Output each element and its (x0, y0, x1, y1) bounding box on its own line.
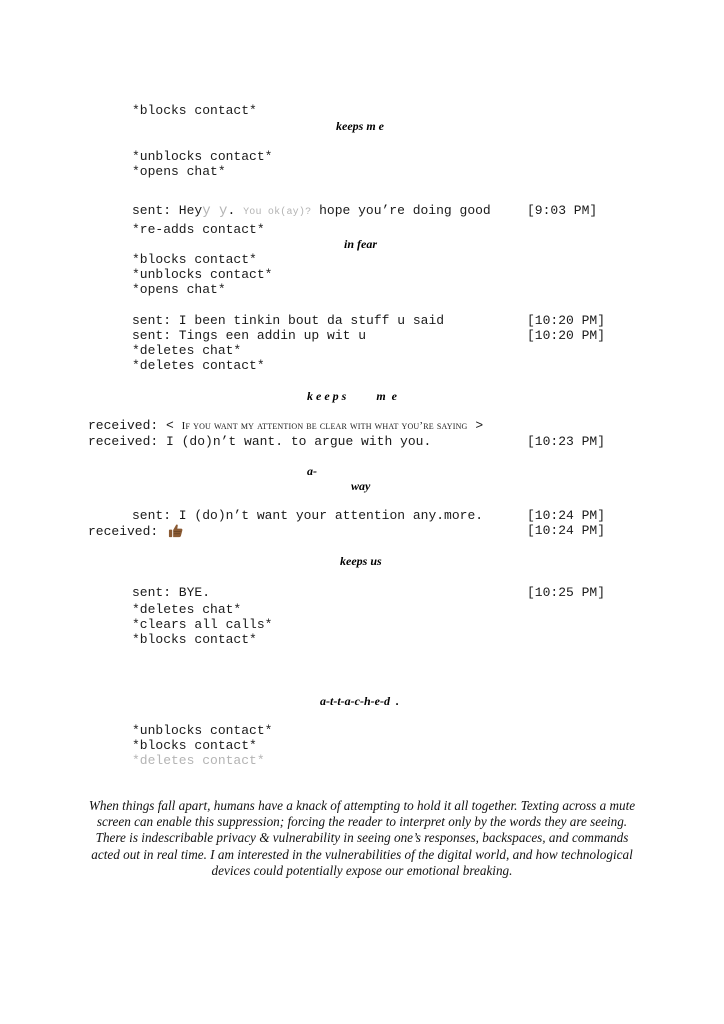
action-clears-all-calls: *clears all calls* (132, 617, 273, 632)
timestamp: [10:23 PM] (527, 434, 606, 449)
timestamp: [10:24 PM] (527, 508, 606, 523)
recv-caps: If you want my attention be clear with what you’re saying (181, 420, 468, 432)
recv-prefix: received: < (88, 418, 182, 433)
thumbs-up-icon (168, 523, 183, 542)
action-opens-chat: *opens chat* (132, 282, 226, 297)
action-unblocks-contact: *unblocks contact* (132, 723, 273, 738)
refrain-attached: a-t-t-a-c-h-e-d . (320, 694, 399, 708)
faded-yy: y y (202, 203, 228, 219)
artist-statement: When things fall apart, humans have a knack of attempting to hold it all together. Texting across a mute screen can enable this suppression; forcing the reader to interpret only by the words they are seeing. There is indescribable privacy & vulnerability in seeing one’s responses, backspaces, and commands acted out in real time. I am interested in the vulnerabilities of the digital world, and how technological devices could potentially expose our emotional breaking. (88, 798, 636, 878)
action-re-adds-contact: *re-adds contact* (132, 222, 265, 237)
action-blocks-contact: *blocks contact* (132, 252, 257, 267)
action-deletes-contact-faded: *deletes contact* (132, 753, 265, 768)
refrain-in-fear: in fear (344, 237, 377, 251)
action-blocks-contact: *blocks contact* (132, 103, 257, 118)
timestamp: [10:24 PM] (527, 523, 606, 538)
message-received-thumb (88, 523, 183, 542)
sent-dot: . (227, 203, 236, 218)
refrain-keeps-me-spaced: k e e p s m e (307, 389, 397, 403)
timestamp: [10:20 PM] (527, 313, 606, 328)
refrain-way: way (351, 479, 371, 493)
action-deletes-chat: *deletes chat* (132, 343, 242, 358)
refrain-keeps-me: keeps m e (336, 119, 384, 133)
action-deletes-chat: *deletes chat* (132, 602, 242, 617)
message-sent-bye: sent: BYE. (132, 585, 211, 600)
message-sent-attention: sent: I (do)n’t want your attention any.more. (132, 508, 484, 523)
action-blocks-contact: *blocks contact* (132, 738, 257, 753)
sent-rest: hope you’re doing good (319, 203, 491, 218)
faded-you-okay: You ok(ay)? (243, 207, 312, 218)
message-sent-tinkin: sent: I been tinkin bout da stuff u said (132, 313, 445, 328)
sent-prefix: sent: Hey (132, 203, 203, 218)
timestamp: [10:25 PM] (527, 585, 606, 600)
action-opens-chat: *opens chat* (132, 164, 226, 179)
timestamp: [10:20 PM] (527, 328, 606, 343)
refrain-keeps-us: keeps us (340, 554, 382, 568)
timestamp: [9:03 PM] (527, 203, 598, 218)
message-sent-tings: sent: Tings een addin up wit u (132, 328, 367, 343)
action-deletes-contact: *deletes contact* (132, 358, 265, 373)
recv-label: received: (88, 524, 159, 539)
recv-suffix: > (467, 418, 484, 433)
refrain-a: a- (307, 464, 317, 478)
action-unblocks-contact: *unblocks contact* (132, 149, 273, 164)
message-sent-hey (132, 203, 491, 220)
message-received-argue: received: I (do)n’t want. to argue with you. (88, 434, 432, 449)
message-received-attention (88, 418, 483, 434)
action-unblocks-contact: *unblocks contact* (132, 267, 273, 282)
action-blocks-contact: *blocks contact* (132, 632, 257, 647)
